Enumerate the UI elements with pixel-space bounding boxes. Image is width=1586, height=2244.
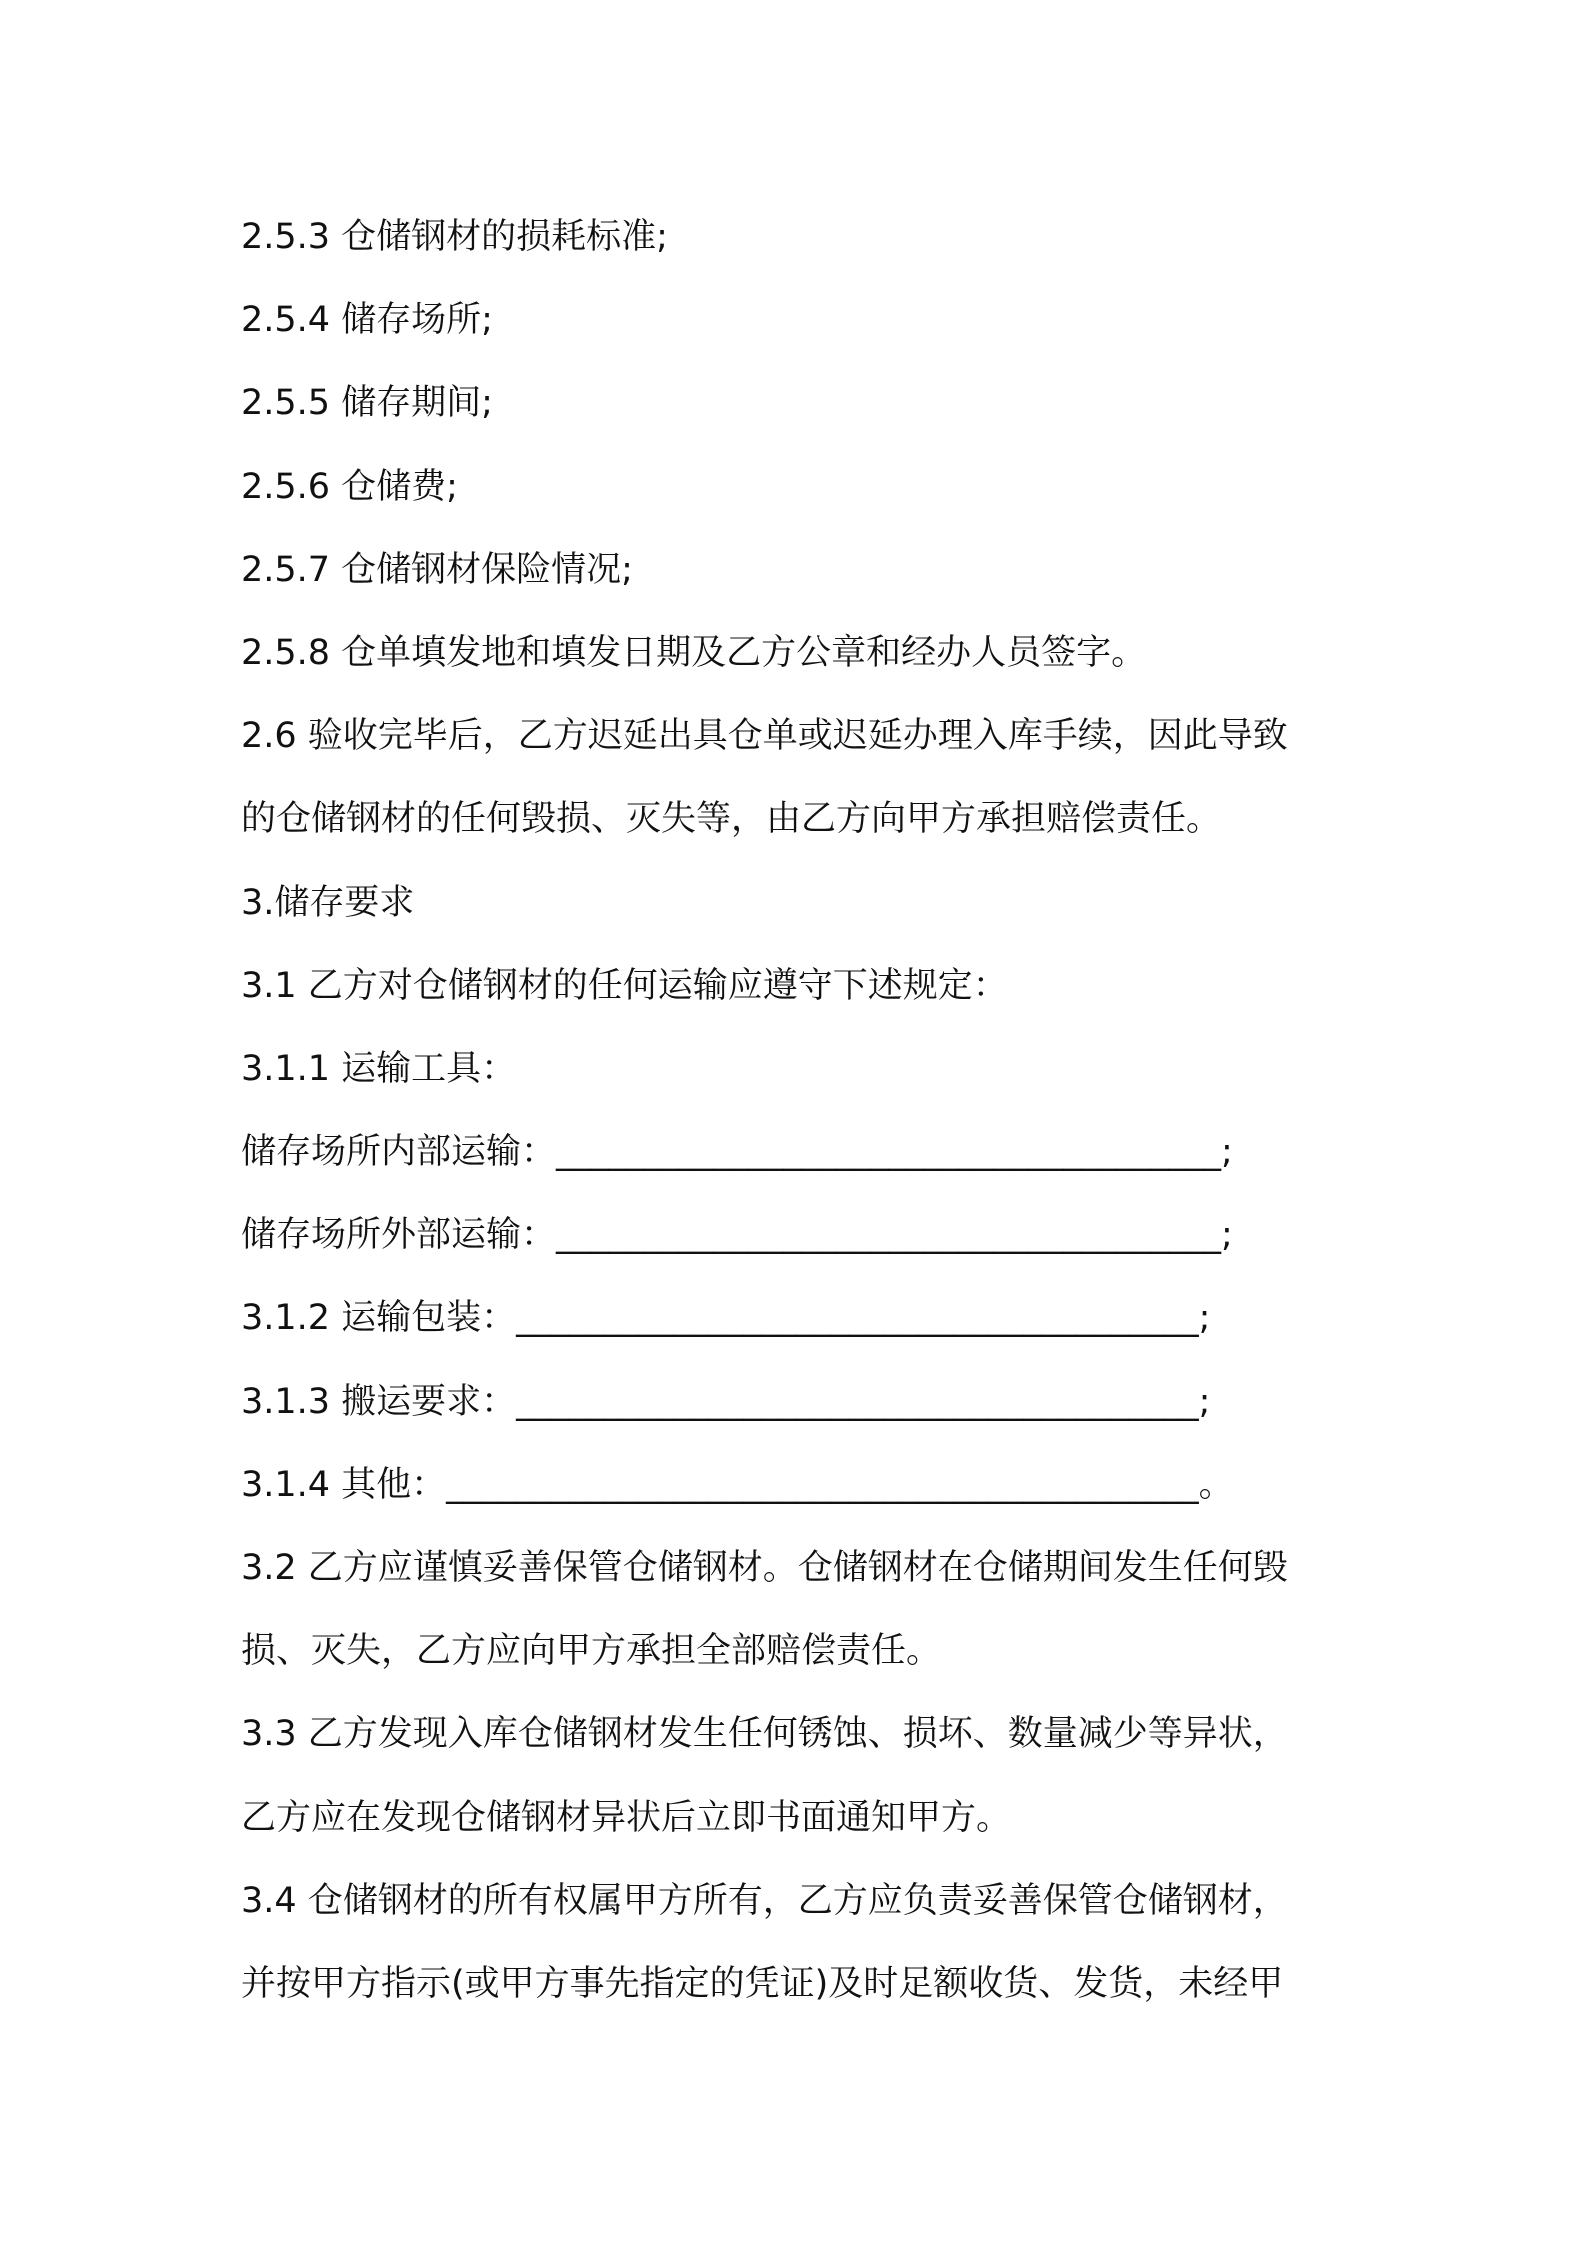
text-line-2-5-4: 2.5.4 储存场所; xyxy=(241,300,493,341)
fill-in-line-3-1-3: 3.1.3 搬运要求：_______________________________________; xyxy=(241,1381,1211,1422)
text-line-3-4-a: 3.4 仓储钢材的所有权属甲方所有，乙方应负责妥善保管仓储钢材， xyxy=(241,1880,1288,1921)
text-line-3-2-a: 3.2 乙方应谨慎妥善保管仓储钢材。仓储钢材在仓储期间发生任何毁 xyxy=(241,1548,1288,1588)
text-line-2-5-8: 2.5.8 仓单填发地和填发日期及乙方公章和经办人员签字。 xyxy=(241,632,1147,673)
text-line-2-5-3: 2.5.3 仓储钢材的损耗标准; xyxy=(241,217,668,257)
text-line-2-5-7: 2.5.7 仓储钢材保险情况; xyxy=(241,549,633,590)
text-line-2-5-5: 2.5.5 储存期间; xyxy=(241,383,493,424)
text-line-3-4-b: 并按甲方指示(或甲方事先指定的凭证)及时足额收货、发货，未经甲 xyxy=(241,1963,1284,2004)
document-body xyxy=(241,196,1361,2026)
text-line-3-3-a: 3.3 乙方发现入库仓储钢材发生任何锈蚀、损坏、数量减少等异状， xyxy=(241,1714,1288,1755)
text-line-3-1: 3.1 乙方对仓储钢材的任何运输应遵守下述规定： xyxy=(241,965,1008,1006)
fill-in-line-3-1-4: 3.1.4 其他：___________________________________________。 xyxy=(241,1464,1234,1505)
fill-in-line-internal-transport: 储存场所内部运输：______________________________________; xyxy=(241,1132,1233,1173)
text-line-3-3-b: 乙方应在发现仓储钢材异状后立即书面通知甲方。 xyxy=(241,1797,1012,1838)
fill-in-line-3-1-2: 3.1.2 运输包装：_______________________________________; xyxy=(241,1298,1211,1339)
fill-in-line-external-transport: 储存场所外部运输：______________________________________; xyxy=(241,1215,1233,1256)
text-line-3-1-1: 3.1.1 运输工具： xyxy=(241,1048,517,1089)
text-line-2-6-b: 的仓储钢材的任何毁损、灭失等，由乙方向甲方承担赔偿责任。 xyxy=(241,799,1222,840)
text-line-2-5-6: 2.5.6 仓储费; xyxy=(241,466,458,507)
section-heading-3: 3.储存要求 xyxy=(241,882,415,923)
text-line-2-6-a: 2.6 验收完毕后，乙方迟延出具仓单或迟延办理入库手续，因此导致 xyxy=(241,716,1288,757)
text-line-3-2-b: 损、灭失，乙方应向甲方承担全部赔偿责任。 xyxy=(241,1631,942,1672)
